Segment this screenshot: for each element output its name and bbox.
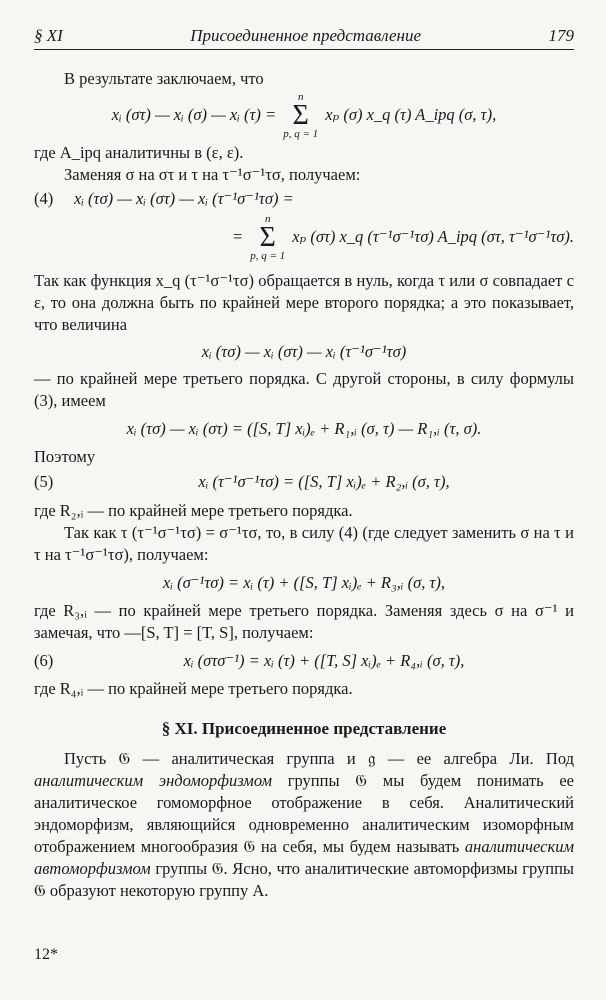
formula-4-first bbox=[34, 186, 574, 212]
formula-3-text: xᵢ (τσ) — xᵢ (στ) = ([S, T] xᵢ)ₑ + R₁,ᵢ (σ, τ) — R₁,ᵢ (τ, σ). bbox=[126, 419, 482, 438]
formula-5-text: xᵢ (τ⁻¹σ⁻¹τσ) = ([S, T] xᵢ)ₑ + R₂,ᵢ (σ, τ), bbox=[198, 472, 450, 491]
term-analytic-endomorphism: аналитическим эндоморфизмом bbox=[34, 771, 272, 790]
text-line: где R₄,ᵢ — по крайней мере третьего порядка. bbox=[34, 679, 353, 698]
formula-quantity-text: xᵢ (τσ) — xᵢ (στ) — xᵢ (τ⁻¹σ⁻¹τσ) bbox=[201, 342, 407, 361]
sum-top: n bbox=[264, 213, 271, 225]
formula-substituted-text: xᵢ (σ⁻¹τσ) = xᵢ (τ) + ([S, T] xᵢ)ₑ + R₃,ᵢ (σ, τ), bbox=[163, 573, 445, 592]
paragraph: Так как функция x_q (τ⁻¹σ⁻¹τσ) обращается в нуль, когда τ или σ совпадает с ε, то она должна быть по крайней мере второго порядка; а это показывает, что величина bbox=[34, 271, 574, 334]
final-e: группы 𝔊. Ясно, что аналитические автоморфизмы группы 𝔊 образуют некоторую группу A. bbox=[34, 859, 574, 900]
formula-1 bbox=[34, 90, 574, 142]
formula-5 bbox=[34, 468, 574, 496]
sum-symbol: n Σ p, q = 1 bbox=[283, 91, 319, 140]
header-section: § XI bbox=[34, 26, 63, 45]
sum-symbol: n Σ p, q = 1 bbox=[250, 213, 286, 262]
sum-top: n bbox=[297, 91, 304, 103]
page-number: 179 bbox=[548, 26, 574, 45]
final-c: группы 𝔊 мы будем понимать ее аналитическое гомоморфное отображение в себя. Аналитический эндоморфизм, являющийся одновременно аналитическим изоморфным отображением многообразия 𝔊 на себя, мы будем называть bbox=[34, 771, 574, 856]
text-line: В результате заключаем, что bbox=[64, 69, 264, 88]
text-line: где A_ipq аналитичны в (ε, ε). bbox=[34, 143, 244, 162]
formula-4-second bbox=[34, 212, 574, 264]
equation-label: (5) bbox=[34, 472, 54, 491]
paragraph-final bbox=[34, 748, 574, 902]
paragraph: — по крайней мере третьего порядка. С другой стороны, в силу формулы (3), имеем bbox=[34, 369, 574, 410]
formula-1-right: xₚ (σ) x_q (τ) A_ipq (σ, τ), bbox=[325, 104, 497, 124]
paragraph: где R₃,ᵢ — по крайней мере третьего порядка. Заменяя здесь σ на σ⁻¹ и замечая, что —[S, T] = [T, S], получаем: bbox=[34, 601, 574, 642]
text-line: Заменяя σ на στ и τ на τ⁻¹σ⁻¹τσ, получаем: bbox=[64, 165, 361, 184]
formula-quantity bbox=[34, 336, 574, 368]
formula-6-text: xᵢ (στσ⁻¹) = xᵢ (τ) + ([T, S] xᵢ)ₑ + R₄,ᵢ (σ, τ), bbox=[183, 651, 465, 670]
formula-4-left: xᵢ (τσ) — xᵢ (στ) — xᵢ (τ⁻¹σ⁻¹τσ) = bbox=[74, 189, 294, 208]
formula-4-eq: = bbox=[231, 226, 248, 246]
paragraph: Так как τ (τ⁻¹σ⁻¹τσ) = σ⁻¹τσ, то, в силу (4) (где следует заменить σ на τ и τ на τ⁻¹σ⁻¹τσ), получаем: bbox=[34, 523, 574, 564]
equation-label: (6) bbox=[34, 651, 54, 670]
page bbox=[34, 26, 574, 902]
term-analytic-automorphism: аналитическим автоморфизмом bbox=[34, 837, 574, 878]
text-line: где R₂,ᵢ — по крайней мере третьего порядка. bbox=[34, 501, 353, 520]
formula-1-left: xᵢ (στ) — xᵢ (σ) — xᵢ (τ) = bbox=[111, 104, 277, 124]
sum-bottom: p, q = 1 bbox=[250, 250, 286, 262]
final-a: Пусть 𝔊 — аналитическая группа и 𝔤 — ее алгебра Ли. Под bbox=[64, 749, 574, 768]
running-header bbox=[34, 26, 574, 50]
section-heading: § XI. Присоединенное представление bbox=[161, 719, 447, 738]
sum-bottom: p, q = 1 bbox=[283, 128, 319, 140]
text-line: Поэтому bbox=[34, 447, 96, 466]
equation-label: (4) bbox=[34, 189, 54, 208]
formula-6 bbox=[34, 644, 574, 678]
formula-4-right: xₚ (στ) x_q (τ⁻¹σ⁻¹τσ) A_ipq (στ, τ⁻¹σ⁻¹τσ). bbox=[292, 226, 574, 246]
formula-substituted bbox=[34, 566, 574, 600]
signature-mark: 12* bbox=[34, 946, 58, 963]
header-title: Присоединенное представление bbox=[190, 26, 422, 45]
formula-3-result bbox=[34, 412, 574, 446]
